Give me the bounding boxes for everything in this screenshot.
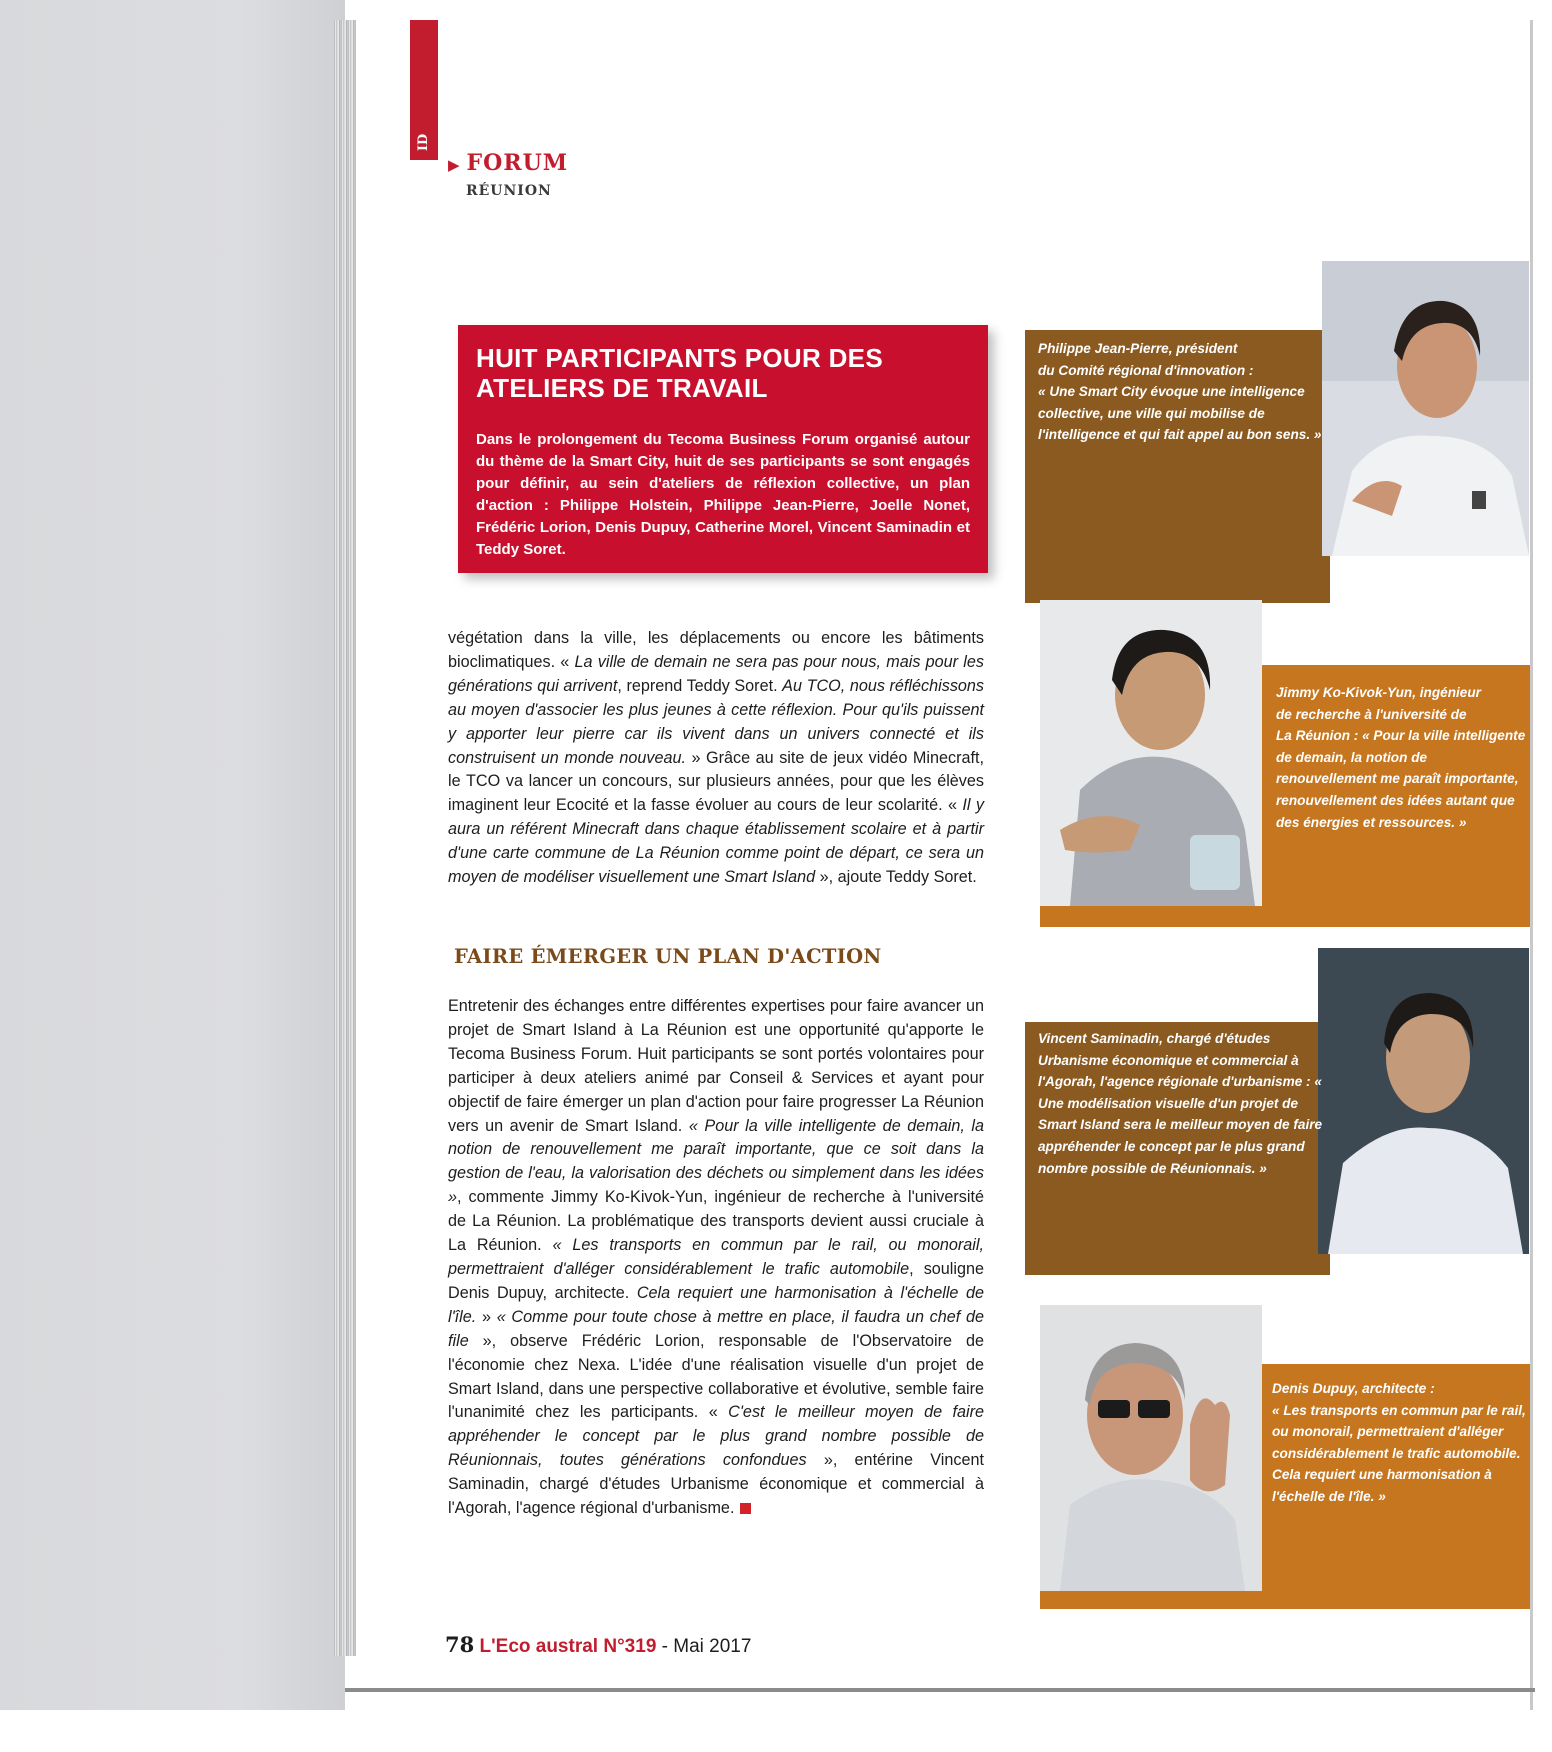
body-paragraph-2: Entretenir des échanges entre différentes expertises pour faire avancer un projet de Smart Island à La Réunion est une opportunité qu'apporte le Tecoma Business Forum. Huit participants se sont portés volontaires pour participer à deux ateliers animé par Conseil & Services et ayant pour objectif de faire émerger un plan d'action pour faire progresser La Réunion vers un avenir de Smart Island. « Pour la ville intelligente de demain, la notion de renouvellement me paraît importante, que ce soit dans la gestion de l'eau, la valorisation des déchets ou simplement dans les idées », commente Jimmy Ko-Kivok-Yun, ingénieur de recherche à l'université de La Réunion. La problématique des transports devient aussi cruciale à La Réunion. « Les transports en commun par le rail, ou monorail, permettraient d'alléger considérablement le trafic automobile, souligne Denis Dupuy, architecte. Cela requiert une harmonisation à l'échelle de l'île. » « Comme pour toute chose à mettre en place, il faudra un chef de file », observe Frédéric Lorion, responsable de l'Observatoire de l'économie chez Nexa. L'idée d'une réalisation visuelle d'un projet de Smart Island, dans une perspective collaborative et évolutive, semble faire l'unanimité chez les participants. « C'est le meilleur moyen de faire appréhender le concept par le plus grand nombre possible de Réunionnais, toutes générations confondues », entérine Vincent Saminadin, chargé d'études Urbanisme économique et commercial à l'Agorah, l'agence régional d'urbanisme. [448, 997, 984, 1518]
section-title: ▶ FORUM [448, 150, 569, 176]
quote-text-3: Vincent Saminadin, chargé d'études Urbanisme économique et commercial à l'Agorah, l'agence régionale d'urbanisme : « Une modélisation visuelle d'un projet de Smart Island sera le meilleur moyen de faire appréhender le concept par le plus grand nombre possible de Réunionnais. » [1038, 1031, 1323, 1176]
page-number: 78 [445, 1632, 475, 1657]
issue-date: - Mai 2017 [661, 1636, 752, 1657]
photo-denis-dupuy [1040, 1305, 1262, 1591]
quote-text-2: Jimmy Ko-Kivok-Yun, ingénieur de recherche à l'université de La Réunion : « Pour la ville intelligente de demain, la notion de renouvellement me paraît importante, renouvellement des idées autant que des énergies et ressources. » [1276, 685, 1526, 830]
quote-text-1: Philippe Jean-Pierre, président du Comité régional d'innovation : « Une Smart City évoque une intelligence collective, une ville qui mobilise de l'intelligence et qui fait appel au bon sens. » [1038, 341, 1322, 443]
photo-philippe-jean-pierre [1322, 261, 1529, 556]
quote-text-4: Denis Dupuy, architecte : « Les transports en commun par le rail, ou monorail, permettraient d'alléger considérablement le trafic automobile. Cela requiert une harmonisation à l'échelle de l'île. » [1272, 1381, 1526, 1504]
intro-text: Dans le prolongement du Tecoma Business Forum organisé autour du thème de la Smart City, huit de ses participants se sont engagés pour définir, au sein d'ateliers de réflexion collective, un plan d'action : Philippe Holstein, Philippe Jean-Pierre, Joelle Nonet, Frédéric Lorion, Denis Dupuy, Catherine Morel, Vincent Saminadin et Teddy Soret. [476, 431, 970, 558]
issue-number: N°319 [603, 1636, 657, 1657]
page-spine [334, 20, 356, 1656]
id-tab: ID [410, 20, 438, 160]
scan-background [0, 0, 345, 1752]
intro-title: HUIT PARTICIPANTS POUR DES ATELIERS DE TRAVAIL [476, 343, 883, 403]
body-paragraph-1: végétation dans la ville, les déplacements ou encore les bâtiments bioclimatiques. « La ville de demain ne sera pas pour nous, mais pour les générations qui arrivent, reprend Teddy Soret. Au TCO, nous réfléchissons au moyen d'associer les plus jeunes à cette réflexion. Pour qu'ils puissent y apporter leur pierre car ils vivent dans un univers connecté et ils construisent un monde nouveau. » Grâce au site de jeux vidéo Minecraft, le TCO va lancer un concours, sur plusieurs années, pour que les élèves imaginent leur Ecocité et la fasse évoluer au cours de leur scolarité. « Il y aura un référent Minecraft dans chaque établissement scolaire et à partir d'une carte commune de La Réunion comme point de départ, ce sera un moyen de modéliser visuellement une Smart Island », ajoute Teddy Soret. [448, 629, 985, 887]
intro-box [458, 325, 988, 573]
photo-jimmy-ko-kivok-yun [1040, 600, 1262, 906]
end-mark-icon [740, 1503, 751, 1514]
photo-vincent-saminadin [1318, 948, 1529, 1254]
page-bottom-edge [345, 1688, 1535, 1692]
page-edge [1530, 20, 1533, 1710]
subheading: FAIRE ÉMERGER UN PLAN D'ACTION [454, 945, 882, 968]
magazine-name: L'Eco austral [479, 1636, 599, 1657]
page-footer [445, 1632, 751, 1658]
section-subtitle: RÉUNION [466, 183, 552, 199]
triangle-icon: ▶ [448, 156, 461, 174]
